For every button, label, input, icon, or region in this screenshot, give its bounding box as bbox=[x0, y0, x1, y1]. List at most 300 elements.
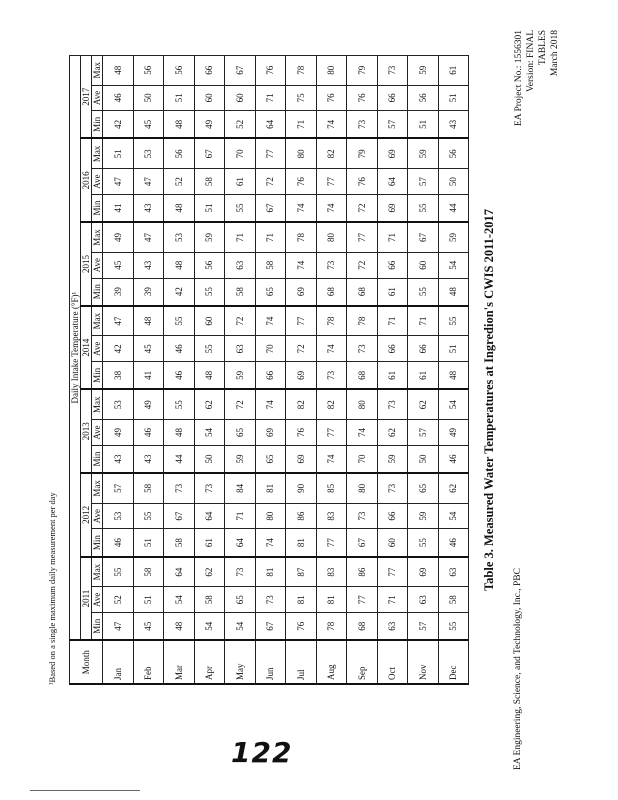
temperature-cell: 54 bbox=[438, 389, 469, 419]
year-header: 2012 bbox=[81, 473, 92, 557]
temperature-cell: 59 bbox=[408, 139, 439, 169]
temperature-cell: 69 bbox=[377, 139, 408, 169]
temperature-cell: 61 bbox=[194, 529, 225, 557]
temperature-cell: 49 bbox=[194, 111, 225, 139]
year-header: 2015 bbox=[81, 222, 92, 306]
temperature-cell: 78 bbox=[316, 306, 347, 336]
temperature-cell: 48 bbox=[133, 306, 164, 336]
temperature-cell: 45 bbox=[133, 111, 164, 139]
temperature-cell: 71 bbox=[286, 111, 317, 139]
bottom-divider bbox=[30, 790, 140, 791]
month-cell: Jan bbox=[103, 640, 134, 684]
table-container bbox=[69, 55, 469, 685]
temperature-cell: 72 bbox=[255, 169, 286, 195]
temperature-cell: 60 bbox=[194, 306, 225, 336]
month-cell: Sep bbox=[347, 640, 378, 684]
temperature-cell: 38 bbox=[103, 362, 134, 390]
temperature-cell: 61 bbox=[225, 169, 256, 195]
temperature-cell: 45 bbox=[133, 613, 164, 641]
year-header: 2016 bbox=[81, 139, 92, 223]
temperature-cell: 46 bbox=[133, 420, 164, 446]
temperature-cell: 46 bbox=[438, 445, 469, 473]
footnote: ¹Based on a single maximum daily measurement per day bbox=[47, 492, 57, 685]
temperature-cell: 87 bbox=[286, 557, 317, 587]
temperature-cell: 80 bbox=[347, 473, 378, 503]
temperature-cell: 59 bbox=[225, 362, 256, 390]
temperature-cell: 69 bbox=[286, 278, 317, 306]
temperature-cell: 51 bbox=[103, 139, 134, 169]
temperature-cell: 83 bbox=[316, 503, 347, 529]
temperature-cell: 62 bbox=[194, 557, 225, 587]
temperature-cell: 71 bbox=[225, 503, 256, 529]
temperature-cell: 52 bbox=[103, 587, 134, 613]
temperature-cell: 59 bbox=[377, 445, 408, 473]
temperature-cell: 54 bbox=[225, 613, 256, 641]
temperature-cell: 61 bbox=[408, 362, 439, 390]
temperature-cell: 46 bbox=[103, 529, 134, 557]
temperature-cell: 79 bbox=[347, 56, 378, 86]
temperature-cell: 43 bbox=[133, 252, 164, 278]
temperature-cell: 78 bbox=[347, 306, 378, 336]
temperature-cell: 76 bbox=[316, 85, 347, 111]
temperature-cell: 67 bbox=[408, 222, 439, 252]
temperature-cell: 39 bbox=[133, 278, 164, 306]
temperature-cell: 54 bbox=[438, 503, 469, 529]
temperature-cell: 71 bbox=[255, 85, 286, 111]
table-row bbox=[316, 56, 347, 685]
temperature-cell: 46 bbox=[103, 85, 134, 111]
temperature-cell: 65 bbox=[225, 587, 256, 613]
temperature-cell: 77 bbox=[255, 139, 286, 169]
temperature-cell: 55 bbox=[225, 194, 256, 222]
table-row bbox=[408, 56, 439, 685]
temperature-cell: 71 bbox=[408, 306, 439, 336]
temperature-cell: 78 bbox=[316, 613, 347, 641]
temperature-cell: 55 bbox=[438, 306, 469, 336]
temperature-cell: 55 bbox=[133, 503, 164, 529]
temperature-cell: 58 bbox=[164, 529, 195, 557]
temperature-cell: 80 bbox=[316, 222, 347, 252]
temperature-cell: 72 bbox=[347, 194, 378, 222]
temperature-cell: 54 bbox=[194, 613, 225, 641]
temperature-cell: 80 bbox=[255, 503, 286, 529]
stat-header: Min bbox=[92, 529, 103, 557]
temperature-cell: 43 bbox=[103, 445, 134, 473]
temperature-cell: 55 bbox=[438, 613, 469, 641]
temperature-cell: 58 bbox=[194, 169, 225, 195]
temperature-cell: 63 bbox=[408, 587, 439, 613]
temperature-cell: 56 bbox=[194, 252, 225, 278]
temperature-cell: 67 bbox=[164, 503, 195, 529]
temperature-cell: 64 bbox=[164, 557, 195, 587]
temperature-cell: 57 bbox=[408, 420, 439, 446]
month-cell: Jun bbox=[255, 640, 286, 684]
temperature-cell: 55 bbox=[103, 557, 134, 587]
temperature-cell: 72 bbox=[225, 389, 256, 419]
temperature-cell: 62 bbox=[438, 473, 469, 503]
temperature-cell: 80 bbox=[286, 139, 317, 169]
temperature-cell: 52 bbox=[164, 169, 195, 195]
table-row bbox=[133, 56, 164, 685]
stat-header: Max bbox=[92, 139, 103, 169]
stat-header: Max bbox=[92, 222, 103, 252]
temperature-cell: 52 bbox=[225, 111, 256, 139]
temperature-cell: 60 bbox=[225, 85, 256, 111]
temperature-cell: 76 bbox=[286, 613, 317, 641]
temperature-cell: 65 bbox=[225, 420, 256, 446]
table-row bbox=[255, 56, 286, 685]
temperature-cell: 81 bbox=[255, 473, 286, 503]
temperature-cell: 66 bbox=[194, 56, 225, 86]
stat-header: Max bbox=[92, 389, 103, 419]
temperature-cell: 74 bbox=[255, 306, 286, 336]
temperature-cell: 59 bbox=[194, 222, 225, 252]
temperature-cell: 76 bbox=[255, 56, 286, 86]
header-row-group bbox=[70, 56, 81, 685]
temperature-cell: 51 bbox=[194, 194, 225, 222]
project-number: EA Project No.: 1556301 bbox=[514, 30, 524, 127]
temperature-cell: 50 bbox=[133, 85, 164, 111]
temperature-cell: 57 bbox=[103, 473, 134, 503]
stat-header: Min bbox=[92, 445, 103, 473]
temperature-cell: 59 bbox=[225, 445, 256, 473]
header-row-stats bbox=[92, 56, 103, 685]
year-header: 2011 bbox=[81, 557, 92, 641]
temperature-cell: 65 bbox=[255, 278, 286, 306]
temperature-cell: 53 bbox=[103, 389, 134, 419]
temperature-cell: 45 bbox=[133, 336, 164, 362]
temperature-cell: 82 bbox=[316, 139, 347, 169]
temperature-cell: 66 bbox=[255, 362, 286, 390]
group-header: Daily Intake Temperature (°F)¹ bbox=[70, 56, 81, 641]
temperature-cell: 72 bbox=[347, 252, 378, 278]
temperature-cell: 84 bbox=[225, 473, 256, 503]
temperature-cell: 65 bbox=[408, 473, 439, 503]
temperature-cell: 78 bbox=[286, 222, 317, 252]
temperature-cell: 56 bbox=[164, 139, 195, 169]
temperature-cell: 57 bbox=[408, 613, 439, 641]
temperature-cell: 73 bbox=[377, 473, 408, 503]
temperature-cell: 73 bbox=[347, 111, 378, 139]
month-cell: Aug bbox=[316, 640, 347, 684]
temperature-cell: 71 bbox=[255, 222, 286, 252]
temperature-cell: 73 bbox=[316, 252, 347, 278]
temperature-cell: 73 bbox=[377, 389, 408, 419]
temperature-cell: 74 bbox=[286, 252, 317, 278]
project-header bbox=[513, 30, 561, 126]
temperature-cell: 77 bbox=[286, 306, 317, 336]
temperature-cell: 67 bbox=[225, 56, 256, 86]
month-header: Month bbox=[70, 640, 103, 684]
stat-header: Ave bbox=[92, 169, 103, 195]
temperature-cell: 81 bbox=[255, 557, 286, 587]
temperature-cell: 55 bbox=[164, 389, 195, 419]
table-title: Table 3. Measured Water Temperatures at Ingredion's CWIS 2011-2017 bbox=[482, 208, 496, 592]
temperature-cell: 81 bbox=[316, 587, 347, 613]
temperature-cell: 65 bbox=[255, 445, 286, 473]
temperature-cell: 64 bbox=[194, 503, 225, 529]
temperature-cell: 73 bbox=[225, 557, 256, 587]
temperature-cell: 48 bbox=[164, 194, 195, 222]
temperature-cell: 85 bbox=[316, 473, 347, 503]
temperature-cell: 77 bbox=[316, 420, 347, 446]
temperature-cell: 61 bbox=[377, 278, 408, 306]
stat-header: Max bbox=[92, 56, 103, 86]
temperature-cell: 54 bbox=[194, 420, 225, 446]
temperature-cell: 60 bbox=[377, 529, 408, 557]
company-header: EA Engineering, Science, and Technology, Inc., PBC bbox=[513, 568, 523, 770]
temperature-cell: 48 bbox=[438, 362, 469, 390]
temperature-cell: 47 bbox=[103, 613, 134, 641]
stat-header: Ave bbox=[92, 252, 103, 278]
temperature-cell: 64 bbox=[377, 169, 408, 195]
table-row bbox=[377, 56, 408, 685]
temperature-cell: 90 bbox=[286, 473, 317, 503]
temperature-cell: 48 bbox=[164, 111, 195, 139]
temperature-cell: 58 bbox=[194, 587, 225, 613]
rotated-page bbox=[29, 20, 589, 780]
temperature-cell: 55 bbox=[408, 278, 439, 306]
temperature-cell: 73 bbox=[377, 56, 408, 86]
temperature-cell: 56 bbox=[164, 56, 195, 86]
temperature-cell: 71 bbox=[377, 222, 408, 252]
temperature-cell: 42 bbox=[103, 336, 134, 362]
temperature-cell: 61 bbox=[438, 56, 469, 86]
temperature-cell: 49 bbox=[103, 420, 134, 446]
temperature-cell: 74 bbox=[255, 389, 286, 419]
temperature-cell: 48 bbox=[164, 420, 195, 446]
temperature-cell: 68 bbox=[316, 278, 347, 306]
temperature-cell: 43 bbox=[133, 194, 164, 222]
temperature-cell: 54 bbox=[438, 252, 469, 278]
temperature-cell: 55 bbox=[194, 278, 225, 306]
temperature-cell: 69 bbox=[255, 420, 286, 446]
temperature-cell: 77 bbox=[316, 169, 347, 195]
temperature-cell: 57 bbox=[377, 111, 408, 139]
temperature-cell: 57 bbox=[408, 169, 439, 195]
temperature-cell: 63 bbox=[438, 557, 469, 587]
year-header: 2017 bbox=[81, 56, 92, 139]
temperature-cell: 59 bbox=[438, 222, 469, 252]
version: Version: FINAL bbox=[526, 30, 536, 93]
temperature-cell: 50 bbox=[194, 445, 225, 473]
temperature-cell: 77 bbox=[347, 587, 378, 613]
temperature-cell: 49 bbox=[103, 222, 134, 252]
temperature-cell: 66 bbox=[377, 503, 408, 529]
temperature-cell: 55 bbox=[408, 194, 439, 222]
stat-header: Min bbox=[92, 111, 103, 139]
temperature-cell: 51 bbox=[133, 587, 164, 613]
temperature-cell: 63 bbox=[225, 252, 256, 278]
temperature-cell: 73 bbox=[316, 362, 347, 390]
temperature-cell: 71 bbox=[377, 587, 408, 613]
temperature-cell: 79 bbox=[347, 139, 378, 169]
temperature-cell: 63 bbox=[225, 336, 256, 362]
temperature-cell: 41 bbox=[103, 194, 134, 222]
table-row bbox=[194, 56, 225, 685]
temperature-cell: 56 bbox=[408, 85, 439, 111]
stat-header: Ave bbox=[92, 336, 103, 362]
temperature-cell: 74 bbox=[347, 420, 378, 446]
stat-header: Max bbox=[92, 306, 103, 336]
temperature-cell: 80 bbox=[347, 389, 378, 419]
temperature-cell: 51 bbox=[164, 85, 195, 111]
temperature-cell: 60 bbox=[408, 252, 439, 278]
table-row bbox=[347, 56, 378, 685]
temperature-cell: 46 bbox=[164, 362, 195, 390]
temperature-cell: 46 bbox=[438, 529, 469, 557]
temperature-cell: 48 bbox=[438, 278, 469, 306]
stat-header: Min bbox=[92, 194, 103, 222]
temperature-table bbox=[69, 55, 469, 685]
temperature-cell: 82 bbox=[316, 389, 347, 419]
temperature-cell: 71 bbox=[377, 306, 408, 336]
temperature-cell: 72 bbox=[225, 306, 256, 336]
temperature-cell: 58 bbox=[133, 557, 164, 587]
temperature-cell: 49 bbox=[438, 420, 469, 446]
handwritten-page-number: 122 bbox=[231, 736, 293, 769]
temperature-cell: 77 bbox=[316, 529, 347, 557]
temperature-cell: 48 bbox=[164, 613, 195, 641]
month-cell: Oct bbox=[377, 640, 408, 684]
temperature-cell: 70 bbox=[255, 336, 286, 362]
temperature-cell: 58 bbox=[255, 252, 286, 278]
temperature-cell: 66 bbox=[377, 85, 408, 111]
temperature-cell: 50 bbox=[438, 169, 469, 195]
temperature-cell: 58 bbox=[438, 587, 469, 613]
temperature-cell: 55 bbox=[194, 336, 225, 362]
temperature-cell: 47 bbox=[133, 222, 164, 252]
temperature-cell: 48 bbox=[103, 56, 134, 86]
temperature-cell: 74 bbox=[286, 194, 317, 222]
temperature-cell: 73 bbox=[194, 473, 225, 503]
temperature-cell: 82 bbox=[286, 389, 317, 419]
table-row bbox=[286, 56, 317, 685]
temperature-cell: 63 bbox=[377, 613, 408, 641]
temperature-cell: 75 bbox=[286, 85, 317, 111]
table-row bbox=[225, 56, 256, 685]
month-cell: Dec bbox=[438, 640, 469, 684]
month-cell: May bbox=[225, 640, 256, 684]
temperature-cell: 76 bbox=[286, 420, 317, 446]
temperature-cell: 44 bbox=[438, 194, 469, 222]
temperature-cell: 68 bbox=[347, 613, 378, 641]
temperature-cell: 68 bbox=[347, 362, 378, 390]
temperature-cell: 61 bbox=[377, 362, 408, 390]
temperature-cell: 56 bbox=[438, 139, 469, 169]
temperature-cell: 73 bbox=[164, 473, 195, 503]
temperature-cell: 70 bbox=[347, 445, 378, 473]
temperature-cell: 43 bbox=[438, 111, 469, 139]
temperature-cell: 42 bbox=[164, 278, 195, 306]
temperature-cell: 42 bbox=[103, 111, 134, 139]
temperature-cell: 49 bbox=[133, 389, 164, 419]
temperature-cell: 70 bbox=[225, 139, 256, 169]
temperature-cell: 44 bbox=[164, 445, 195, 473]
temperature-cell: 74 bbox=[316, 194, 347, 222]
temperature-cell: 53 bbox=[133, 139, 164, 169]
temperature-cell: 64 bbox=[255, 111, 286, 139]
temperature-cell: 76 bbox=[286, 169, 317, 195]
header-row-years bbox=[81, 56, 92, 685]
temperature-cell: 55 bbox=[408, 529, 439, 557]
temperature-cell: 86 bbox=[347, 557, 378, 587]
table-row bbox=[103, 56, 134, 685]
temperature-cell: 76 bbox=[347, 169, 378, 195]
temperature-cell: 78 bbox=[286, 56, 317, 86]
stat-header: Min bbox=[92, 613, 103, 641]
temperature-cell: 51 bbox=[438, 85, 469, 111]
table-row bbox=[438, 56, 469, 685]
temperature-cell: 51 bbox=[438, 336, 469, 362]
temperature-cell: 45 bbox=[103, 252, 134, 278]
temperature-cell: 50 bbox=[408, 445, 439, 473]
temperature-cell: 59 bbox=[408, 56, 439, 86]
report-date: March 2018 bbox=[550, 30, 560, 77]
temperature-cell: 62 bbox=[377, 420, 408, 446]
temperature-cell: 80 bbox=[316, 56, 347, 86]
temperature-cell: 67 bbox=[255, 194, 286, 222]
temperature-cell: 86 bbox=[286, 503, 317, 529]
temperature-cell: 83 bbox=[316, 557, 347, 587]
temperature-cell: 46 bbox=[164, 336, 195, 362]
temperature-cell: 67 bbox=[194, 139, 225, 169]
temperature-cell: 62 bbox=[194, 389, 225, 419]
temperature-cell: 48 bbox=[164, 252, 195, 278]
temperature-cell: 73 bbox=[255, 587, 286, 613]
temperature-cell: 66 bbox=[408, 336, 439, 362]
temperature-cell: 69 bbox=[286, 362, 317, 390]
temperature-cell: 74 bbox=[316, 111, 347, 139]
stat-header: Max bbox=[92, 473, 103, 503]
temperature-cell: 68 bbox=[347, 278, 378, 306]
temperature-cell: 77 bbox=[347, 222, 378, 252]
temperature-cell: 76 bbox=[347, 85, 378, 111]
temperature-cell: 71 bbox=[225, 222, 256, 252]
temperature-cell: 69 bbox=[408, 557, 439, 587]
stat-header: Max bbox=[92, 557, 103, 587]
stat-header: Min bbox=[92, 362, 103, 390]
temperature-cell: 51 bbox=[133, 529, 164, 557]
temperature-cell: 81 bbox=[286, 529, 317, 557]
temperature-cell: 43 bbox=[133, 445, 164, 473]
temperature-cell: 58 bbox=[133, 473, 164, 503]
temperature-cell: 58 bbox=[225, 278, 256, 306]
section-label: TABLES bbox=[538, 30, 548, 66]
temperature-cell: 69 bbox=[286, 445, 317, 473]
temperature-cell: 74 bbox=[316, 445, 347, 473]
temperature-cell: 81 bbox=[286, 587, 317, 613]
temperature-cell: 66 bbox=[377, 252, 408, 278]
year-header: 2014 bbox=[81, 306, 92, 390]
temperature-cell: 66 bbox=[377, 336, 408, 362]
temperature-cell: 54 bbox=[164, 587, 195, 613]
temperature-cell: 74 bbox=[316, 336, 347, 362]
stat-header: Ave bbox=[92, 503, 103, 529]
temperature-cell: 53 bbox=[103, 503, 134, 529]
temperature-cell: 60 bbox=[194, 85, 225, 111]
temperature-cell: 73 bbox=[347, 336, 378, 362]
stat-header: Ave bbox=[92, 85, 103, 111]
temperature-cell: 56 bbox=[133, 56, 164, 86]
temperature-cell: 47 bbox=[133, 169, 164, 195]
temperature-cell: 53 bbox=[164, 222, 195, 252]
month-cell: Mar bbox=[164, 640, 195, 684]
temperature-cell: 73 bbox=[347, 503, 378, 529]
temperature-cell: 62 bbox=[408, 389, 439, 419]
stat-header: Ave bbox=[92, 420, 103, 446]
temperature-cell: 69 bbox=[377, 194, 408, 222]
